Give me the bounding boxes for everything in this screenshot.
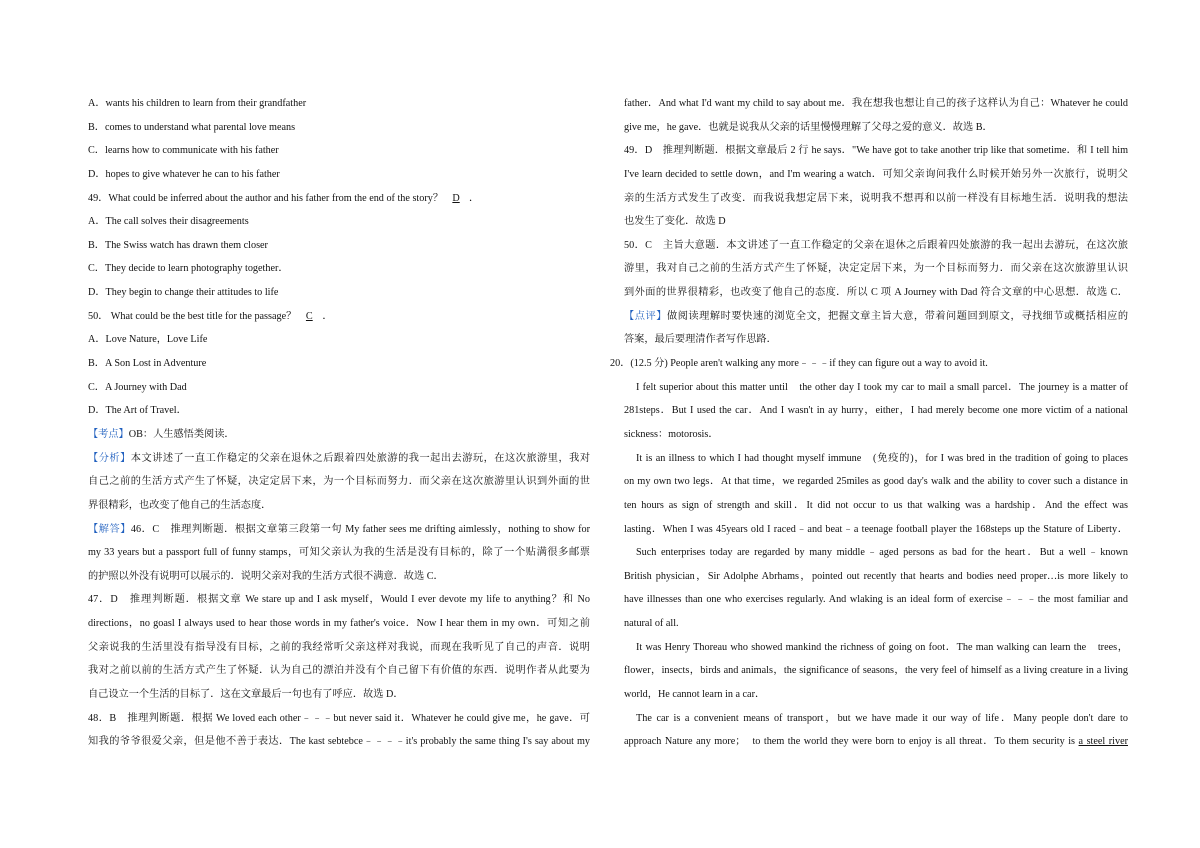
- right-line-1: father．And what I'd want my child to say about me．我在想我也想让自己的孩子这样认为自己：Whatever he could: [624, 98, 1128, 109]
- passage-line-14: world，He cannot learn in a car．: [624, 689, 766, 701]
- jieda-line-8: 自己设立一个生活的目标了．这在文章最后一句也有了呼应．故选 D．: [88, 689, 404, 701]
- q48-option-a: A．wants his children to learn from their grandfather: [88, 98, 307, 109]
- right-line-3: 49．D 推理判断题．根据文章最后 2 行 he says．"We have got to take another trip like that sometime．和 I tell him: [624, 145, 1128, 157]
- passage-line-11: natural of all.: [624, 618, 679, 630]
- right-line-7: 50．C 主旨大意题．本文讲述了一直工作稳定的父亲在退休之后跟着四处旅游的我一起出去游玩，在这次旅: [624, 239, 1128, 251]
- q49-question: 49．What could be inferred about the author and his father from the end of the story？: [88, 192, 444, 204]
- q49-end: ．: [469, 192, 480, 204]
- q49-option-d: D．They begin to change their attitudes to life: [88, 287, 279, 299]
- fenxi-line-3: 界很精彩，也改变了他自己的生活态度．: [88, 499, 272, 511]
- dianping-line-2: 答案，最后要理清作者写作思路．: [624, 334, 777, 346]
- q48-option-b: B．comes to understand what parental love means: [88, 121, 296, 133]
- passage-line-16-text: approach Nature any more； to them the world they were born to enjoy is all threat．To them security is: [624, 736, 1076, 748]
- q49-answer: D: [452, 192, 460, 204]
- q49-stem: [88, 187, 590, 211]
- passage-line-2: 281steps．But I used the car．And I wasn't in ay hurry，either，I had merely become one more victim of a national: [624, 405, 1128, 417]
- jieda-line-9: 48．B 推理判断题．根据 We loved each other﹣﹣﹣but never said it．Whatever he could give me，he gave．可: [88, 712, 590, 724]
- q49-option-a: A．The call solves their disagreements: [88, 216, 249, 228]
- q48-option-d: D．hopes to give whatever he can to his father: [88, 168, 280, 180]
- passage-line-7: lasting．When I was 45years old I raced﹣and beat﹣a teenage football player the 168steps up the Stature of Liberty．: [624, 523, 1128, 535]
- q50-stem: [88, 305, 590, 329]
- q50-question: 50． What could be the best title for the passage？: [88, 310, 297, 322]
- jieda-text-1: 46．C 推理判断题．根据文章第三段第一句 My father sees me drifting aimlessly，nothing to show for: [130, 523, 590, 535]
- jieda-line-3: 的护照以外没有说明可以展示的．说明父亲对我的生活方式很不满意．故选 C．: [88, 570, 444, 582]
- kaodian-line: [88, 423, 590, 447]
- q50-option-c: C．A Journey with Dad: [88, 381, 187, 393]
- dianping-text-1: 做阅读理解时要快速的浏览全文，把握文章主旨大意，带着问题回到原文，寻找细节或概括相应的: [666, 310, 1128, 322]
- passage-line-5: on my own two legs．At that time，we regarded 25miles as good day's walk and the ability to cover such a distance in: [624, 476, 1128, 488]
- passage-line-9: British physician，Sir Adolphe Abrhams，pointed out recently that hearts and bodies need proper…is more likely to: [624, 570, 1128, 582]
- passage-line-6: ten hours as sign of strength and skill．It did not occur to us that walking was a hardship．And the effect was: [624, 499, 1128, 511]
- q49-option-b: B．The Swiss watch has drawn them closer: [88, 239, 268, 251]
- kaodian-text: OB：人生感悟类阅读．: [128, 428, 235, 440]
- q48-option-c: C．learns how to communicate with his father: [88, 145, 279, 157]
- passage-line-15: The car is a convenient means of transport，but we have made it our way of life．Many people don't dare to: [636, 712, 1128, 724]
- right-column: [610, 92, 1128, 754]
- right-line-2: give me，he gave．也就是说我从父亲的话里慢慢理解了父母之爱的意义．故选 B．: [624, 121, 993, 133]
- q49-option-c: C．They decide to learn photography together．: [88, 263, 289, 275]
- jieda-line-6: 父亲说我的生活里没有指导没有目标，之前的我经常听父亲这样对我说，而现在我听见了自己的声音．说明: [88, 641, 590, 653]
- jieda-line-1: [88, 518, 590, 542]
- q50-option-a: A．Love Nature，Love Life: [88, 334, 208, 346]
- passage-line-1: I felt superior about this matter until the other day I took my car to mail a small parcel．The journey is a matter of: [636, 381, 1128, 393]
- right-line-8: 游里，我对自己之前的生活方式产生了怀疑，决定定居下来，为一个目标而努力．而父亲在这次旅游里认识: [624, 263, 1128, 275]
- dianping-line-1: [624, 305, 1128, 329]
- right-line-9: 到外面的世界很精彩，也改变了他自己的态度．所以 C 项 A Journey with Dad 符合文章的中心思想．故选 C．: [624, 287, 1128, 299]
- jieda-line-10: 知我的爷爷很爱父亲，但是他不善于表达．The kast sebtebce﹣﹣﹣﹣it's probably the same thing I's say about my: [88, 736, 590, 748]
- dianping-tag: 【点评】: [624, 310, 667, 322]
- jieda-line-5: directions，no goasl I always used to hear those words in my father's voice．Now I hear them in my own．可知之前: [88, 618, 590, 630]
- right-line-5: 亲的生活方式发生了改变．而我说我想定居下来，说明我不想再和以前一样没有目标地生活．说明我的想法: [624, 192, 1128, 204]
- passage-line-3: sickness：motorosis．: [624, 428, 719, 440]
- q50-answer: C: [305, 310, 313, 322]
- left-column: [88, 92, 590, 754]
- kaodian-tag: 【考点】: [88, 428, 129, 440]
- jieda-tag: 【解答】: [88, 523, 131, 535]
- q50-option-b: B．A Son Lost in Adventure: [88, 358, 207, 370]
- q20-heading: 20．(12.5 分) People aren't walking any more﹣﹣﹣if they can figure out a way to avoid it.: [610, 358, 988, 370]
- jieda-line-7: 我对之前以前的生活方式产生了怀疑．认为自己的漂泊并没有个自己留下有价值的东西．说明作者从此要为: [88, 665, 590, 677]
- q50-option-d: D．The Art of Travel．: [88, 405, 187, 417]
- passage-line-4: It is an illness to which I had thought myself immune (免疫的)，for I was bred in the tradition of going to places: [636, 452, 1128, 464]
- passage-line-13: flower，insects，birds and animals，the significance of seasons，the very feel of himself as a living creature in a living: [624, 665, 1128, 677]
- jieda-line-2: my 33 years but a passport full of funny stamps，可知父亲认为我的生活是没有目标的，除了一个贴满很多邮票: [88, 547, 590, 559]
- passage-line-16: [624, 730, 1128, 754]
- fenxi-tag: 【分析】: [88, 452, 131, 464]
- fenxi-line-2: 自己之前的生活方式产生了怀疑，决定定居下来，为一个目标而努力．而父亲在这次旅游里认识到外面的世: [88, 476, 590, 488]
- passage-line-10: have illnesses than one who exercises regularly. And wlaking is an ideal form of exercise﹣﹣﹣the most familiar and: [624, 594, 1128, 606]
- passage-line-12: It was Henry Thoreau who showed mankind the richness of going on foot．The man walking can learn the trees，: [636, 641, 1128, 653]
- right-line-6: 也发生了变化．故选 D: [624, 216, 726, 228]
- underlined-phrase: a steel river: [1078, 736, 1128, 748]
- fenxi-text-1: 本文讲述了一直工作稳定的父亲在退休之后跟着四处旅游的我一起出去游玩，在这次旅游里，我对: [130, 452, 590, 464]
- q50-end: ．: [322, 310, 333, 322]
- fenxi-line-1: [88, 447, 590, 471]
- right-line-4: I've learn decided to settle down，and I'm wearing a watch．可知父亲询问我什么时候开始另外一次旅行，说明父: [624, 168, 1128, 180]
- jieda-line-4: 47．D 推理判断题．根据文章 We stare up and I ask myself，Would I ever devote my life to anything？和 No: [88, 594, 590, 606]
- passage-line-8: Such enterprises today are regarded by many middle﹣aged persons as bad for the heart．But a well﹣known: [636, 547, 1128, 559]
